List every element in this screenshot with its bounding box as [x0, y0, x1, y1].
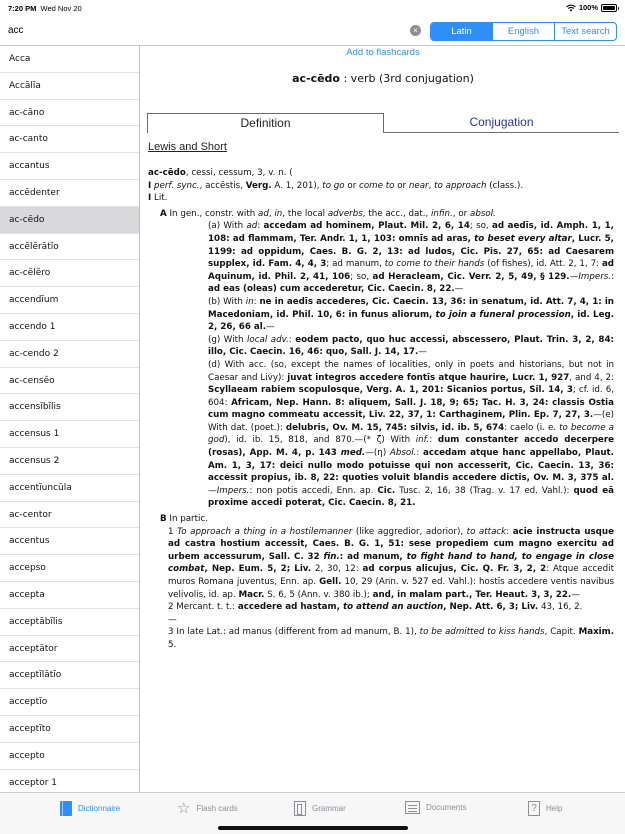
status-bar	[0, 0, 625, 16]
list-item[interactable]: ac-canto	[0, 126, 139, 153]
list-item[interactable]: accensĭbĭlis	[0, 394, 139, 421]
list-item[interactable]: acceptātor	[0, 636, 139, 663]
list-item[interactable]: acceptĭo	[0, 689, 139, 716]
tab-definition[interactable]: Definition	[147, 113, 384, 133]
search-bar	[0, 16, 625, 46]
list-item[interactable]: ac-centor	[0, 502, 139, 529]
documents-icon	[405, 801, 420, 814]
clear-search-icon[interactable]: ×	[410, 25, 421, 36]
tab-grammar[interactable]	[294, 801, 346, 816]
tab-flash-cards[interactable]	[177, 801, 238, 816]
list-item[interactable]: accepso	[0, 555, 139, 582]
list-item[interactable]: accendo 1	[0, 314, 139, 341]
list-item[interactable]: ac-censĕo	[0, 368, 139, 395]
list-item[interactable]: acceptor 1	[0, 770, 139, 792]
list-item[interactable]: ac-cāno	[0, 100, 139, 127]
list-item[interactable]: acceptĭlātĭo	[0, 662, 139, 689]
entry-headword: ac-cēdo : verb (3rd conjugation)	[292, 72, 474, 85]
grammar-icon	[294, 801, 306, 816]
definition-text: ac-cēdo, cessi, cessum, 3, v. n. ( I perf. sync., accēstis, Verg. A. 1, 201), to go or come to or near, to approach (class.). I Lit. A In gen., constr. with ad, in, the local adverbs, the acc., dat., infin., or absol. (a) With ad: accedam ad hominem, Plaut. Mil. 2, 6, 14; so, ad aedīs, id. Amph. 1, 1, 108: ad flammam, Ter. Andr. 1, 1, 103: omnīs ad aras, to beset every altar, Lucr. 5, 1199: ad oppidum, Caes. B. G. 2, 13: ad ludos, Cic. Pis. 27, 65: ad Caesarem supplex, id. Fam. 4, 4, 3; ad manum, to come to their hands (of fishes), id. Att. 2, 1, 7: ad Aquinum, id. Phil. 2, 41, 106; so, ad Heracleam, Cic. Verr. 2, 5, 49, § 129.—Impers.: ad eas (oleas) cum accederetur, Cic. Caecin. 8, 22.— (b) With in: ne in aedīs accederes, Cic. Caecin. 13, 36: in senatum, id. Att. 7, 4, 1: in Macedoniam, id. Phil. 10, 6: in funus aliorum, to join a funeral procession, id. Leg. 2, 26, 66 al.— (g) With local adv.: eodem pacto, quo huc accessi, abscessero, Plaut. Trin. 3, 2, 84: illo, Cic. Caecin. 16, 46: quo, Sall. J. 14, 17.— (d) With acc. (so, except the names of localities, only in poets and historians, but not in Caesar and Livy): juvat integros accedere fontīs atque haurire, Lucr. 1, 927, and 4, 2: Scyllaeam rabiem scopulosque, Verg. A. 1, 201: Sicanios portus, Sil. 14, 3; cf. id. 6, 604: Africam, Nep. Hann. 8: aliquem, Sall. J. 18, 9; 65; Tac. H. 3, 24: classis Ostia cum magno commeatu accessit, Liv. 22, 37, 1: Carthaginem, Plin. Ep. 7, 27, 3.—(e) With dat. (poet.): delubris, Ov. M. 15, 745: silvis, id. ib. 5, 674: caelo (i. e. to become a god), id. ib. 15, 818, and 870.—(* ζ) With inf.: dum constanter accedo decerpere (rosas), App. M. 4, p. 143 med.—(η) Absol.: accedam atque hanc appellabo, Plaut. Am. 1, 3, 17: deici nullo modo potuisse qui non accesserit, Cic. Caecin. 13, 36: accessit propius, ib. 8, 22: quoties voluit blandis accedere dictis, Ov. M. 3, 375 al.—Impers.: non potis accedi, Enn. ap. Cic. Tusc. 2, 16, 38 (Trag. v. 17 ed. Vahl.): quod eā proxime accedi poterat, Cic. Caecin. 8, 21. B In partic. 1 To approach a thing in a hostilemanner (like aggredior, adorior), to attack: acie instructa usque ad castra hostium accessit, Caes. B. G. 1, 51: sese propediem cum magno exercitu ad urbem accessurum, Sall. C. 32 fin.: ad manum, to fight hand to hand, to engage in close combat, Nep. Eum. 5, 2; Liv. 2, 30, 12: ad corpus alicujus, Cic. Q. Fr. 3, 2, 2: Atque accedit muros Romana juventus, Enn. ap. Gell. 10, 29 (Ann. v. 527 ed. Vahl.): hostīs accedere ventis navibus velivolis, id. ap. Macr. S. 6, 5 (Ann. v. 380 ib.); and, in malam part., Ter. Heaut. 3, 3, 22.— 2 Mercant. t. t.: accedere ad hastam, to attend an auction, Nep. Att. 6, 3; Liv. 43, 16, 2. — 3 In late Lat.: ad manus (different from ad manum, B. 1), to be admitted to kiss hands, Capit. Maxim. 5.	[148, 168, 615, 650]
battery-percent: 100%	[578, 3, 598, 12]
book-icon	[60, 801, 72, 816]
entry-tabs	[147, 113, 619, 133]
tab-label: Flash cards	[196, 804, 238, 813]
list-item-selected[interactable]: ac-cēdo	[0, 207, 139, 234]
home-indicator	[218, 826, 408, 830]
list-item[interactable]: accensus 1	[0, 421, 139, 448]
list-item[interactable]: accēdenter	[0, 180, 139, 207]
tab-conjugation[interactable]: Conjugation	[384, 113, 619, 133]
list-item[interactable]: accentus	[0, 528, 139, 555]
tab-label: Documents	[426, 803, 467, 812]
status-time: 7:20 PM Wed Nov 20	[8, 4, 82, 13]
list-item[interactable]: accĕlĕrātĭo	[0, 234, 139, 261]
tab-dictionnaire[interactable]	[60, 801, 120, 816]
list-item[interactable]: Accālĭa	[0, 73, 139, 100]
add-to-flashcards-link[interactable]: Add to flashcards	[346, 47, 420, 58]
list-item[interactable]: accentĭuncŭla	[0, 475, 139, 502]
tab-label: Grammar	[312, 804, 346, 813]
language-segmented-control	[430, 22, 617, 41]
entry-panel	[141, 46, 625, 792]
list-item[interactable]: ac-cĕlĕro	[0, 260, 139, 287]
list-item[interactable]: ac-cendo 2	[0, 341, 139, 368]
list-item[interactable]: accensus 2	[0, 448, 139, 475]
list-item[interactable]: accepto	[0, 743, 139, 770]
tab-help[interactable]	[528, 801, 562, 816]
tab-label: Help	[546, 804, 563, 813]
list-item[interactable]: accantus	[0, 153, 139, 180]
source-title: Lewis and Short	[148, 141, 227, 153]
battery-icon	[601, 4, 617, 12]
segment-latin[interactable]: Latin	[431, 23, 492, 40]
tab-label: Dictionnaire	[78, 804, 121, 813]
word-list[interactable]	[0, 46, 140, 792]
list-item[interactable]: Acca	[0, 46, 139, 73]
tab-documents[interactable]	[405, 801, 466, 814]
list-item[interactable]: acceptābĭlis	[0, 609, 139, 636]
segment-english[interactable]: English	[492, 23, 554, 40]
list-item[interactable]: accendĭum	[0, 287, 139, 314]
list-item[interactable]: acceptĭto	[0, 716, 139, 743]
segment-text-search[interactable]: Text search	[554, 23, 616, 40]
status-right	[566, 3, 617, 12]
list-item[interactable]: accepta	[0, 582, 139, 609]
search-input[interactable]	[8, 20, 408, 40]
star-icon: ☆	[177, 800, 191, 817]
wifi-icon	[566, 4, 576, 12]
help-icon: ?	[528, 801, 540, 816]
